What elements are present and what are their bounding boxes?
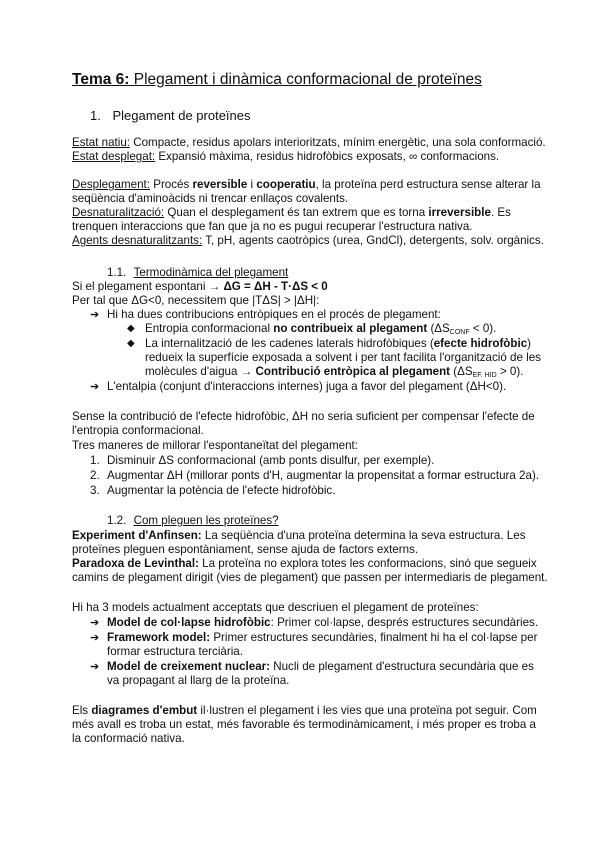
arrow-bullet-icon: ➔ — [90, 309, 100, 321]
list-item-text: Augmentar la potència de l'efecte hidrofòbic. — [107, 484, 336, 497]
arrow-bullet-icon: ➔ — [90, 661, 100, 673]
bullet-enthalpy: L'entalpia (conjunt d'interaccions internes) juga a favor del plegament (ΔH<0). — [107, 380, 507, 393]
anfinsen-experiment-cont: proteïnes pleguen espontàniament, sense ajuda de factors externs. — [72, 543, 419, 556]
bullet-entropic-contributions: Hi ha dues contribucions entròpiques en el procés de plegament: — [107, 308, 441, 321]
list-item: 3. — [90, 484, 100, 497]
spontaneity-condition: Si el plegament espontani → ΔG = ΔH - T·ΔS < 0 — [72, 280, 328, 293]
paragraph-line: Sense la contribució de l'efecte hidrofòbic, ΔH no seria suficient per compensar l'efecte de — [72, 410, 535, 423]
model-framework: Framework model: Primer estructures secundàries, finalment hi ha el col·lapse per — [107, 631, 538, 644]
list-item-text: Disminuir ΔS conformacional (amb ponts disulfur, per exemple). — [107, 454, 435, 467]
model-nucleation-cont: va propagant al llarg de la proteïna. — [107, 674, 290, 687]
hydrophobic-effect-item-cont: redueix la superfície exposada a solvent i per tant facilita l'organització de les — [145, 351, 541, 364]
state-unfolded: Estat desplegat: Expansió màxima, residus hidrofòbics exposats, ∞ conformacions. — [72, 150, 500, 163]
conformational-entropy-item: Entropia conformacional no contribueix al plegament $(\Delta S_{CONF} < 0)$. — [145, 322, 497, 336]
state-native: Estat natiu: Compacte, residus apolars interioritzats, mínim energètic, una sola conformació. — [72, 136, 546, 149]
levinthal-paradox-cont: camins de plegament dirigit (vies de plegament) que passen per intermediaris de plegament. — [72, 571, 548, 584]
definition-desplegament-cont: seqüència d'aminoàcids ni trencar enllaços covalents. — [72, 192, 349, 205]
title-prefix: Tema 6: — [72, 71, 130, 88]
model-nucleation: Model de creixement nuclear: Nucli de plegament d'estructura secundària que es — [107, 660, 534, 673]
models-intro: Hi ha 3 models actualment acceptats que descriuen el plegament de proteïnes: — [72, 601, 479, 614]
closing-paragraph-cont: més avall es troba un estat, més favorable és termodinàmicament, i més proper es troba a — [72, 718, 536, 731]
definition-desnaturalitzacio: Desnaturalització: Quan el desplegament és tan extrem que es torna irreversible. Es — [72, 206, 511, 219]
closing-paragraph-cont2: la conformació nativa. — [72, 732, 185, 745]
definition-desnaturalitzacio-cont: trenquen interaccions que fan que ja no es pugui recuperar l'estructura nativa. — [72, 220, 473, 233]
list-item: 1. — [90, 454, 100, 467]
closing-paragraph: Els diagrames d'embut il·lustren el plegament i les vies que una proteïna pot seguir. Com — [72, 704, 537, 717]
title-text: Plegament i dinàmica conformacional de proteïnes — [129, 71, 482, 88]
levinthal-paradox: Paradoxa de Levinthal: La proteïna no explora totes les conformacions, sinó que segueix — [72, 557, 537, 570]
list-item: 2. — [90, 469, 100, 482]
diamond-bullet-icon: ◆ — [127, 323, 135, 334]
paragraph-line: Tres maneres de millorar l'espontaneïtat del plegament: — [72, 439, 358, 452]
hydrophobic-effect-item: La internalització de les cadenes laterals hidrofòbiques (efecte hidrofòbic) — [145, 337, 532, 350]
section-heading: 1. Plegament de proteïnes — [90, 108, 251, 123]
definition-desplegament: Desplegament: Procés reversible i cooperatiu, la proteïna perd estructura sense alterar la — [72, 178, 541, 191]
page-title — [72, 71, 482, 89]
hydrophobic-effect-item-cont2: molècules d'aigua → Contribució entròpica al plegament $(\Delta S_{EF. HID} > 0)$. — [145, 365, 524, 379]
paragraph-line: l'entropia conformacional. — [72, 424, 204, 437]
condition-statement: Per tal que ΔG<0, necessitem que |TΔS| > |ΔH|: — [72, 294, 320, 307]
arrow-bullet-icon: ➔ — [90, 617, 100, 629]
anfinsen-experiment: Experiment d'Anfinsen: La seqüència d'una proteïna determina la seva estructura. Les — [72, 529, 526, 542]
diamond-bullet-icon: ◆ — [127, 338, 135, 349]
arrow-bullet-icon: ➔ — [90, 381, 100, 393]
arrow-bullet-icon: ➔ — [90, 632, 100, 644]
model-hydrophobic-collapse: Model de col·lapse hidrofòbic: Primer col·lapse, després estructures secundàries. — [107, 616, 539, 629]
list-item-text: Augmentar ΔH (millorar ponts d'H, augmentar la propensitat a formar estructura 2a). — [107, 469, 540, 482]
model-framework-cont: formar estructura terciària. — [107, 645, 243, 658]
subsection-heading-com-pleguen: 1.2. Com pleguen les proteïnes? — [107, 514, 279, 527]
definition-agents: Agents desnaturalitzants: T, pH, agents caotròpics (urea, GndCl), detergents, solv. orgànics. — [72, 234, 544, 247]
subsection-heading-termodinamica: 1.1. Termodinàmica del plegament — [107, 266, 289, 279]
